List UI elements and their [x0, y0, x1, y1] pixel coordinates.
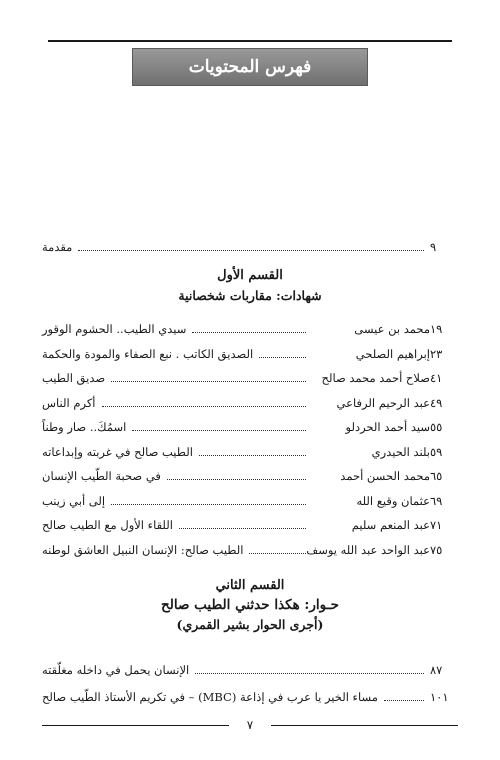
section-1-subtitle: شهادات: مقاربات شخصانية [178, 288, 322, 303]
section-2-note: (أجرى الحوار بشير القمري) [176, 617, 324, 632]
toc-row[interactable] [42, 684, 464, 704]
toc-title: مقدمة [42, 240, 73, 254]
toc-row[interactable] [42, 488, 464, 508]
toc-row[interactable] [42, 390, 464, 410]
toc-title: الطيب صالح: الإنسان النبيل العاشق لوطنه [42, 542, 244, 557]
toc-page: ٦٥ [430, 469, 443, 483]
leader-dots [199, 455, 306, 456]
toc-row[interactable] [42, 414, 464, 434]
toc-title: في صحبة الطّيب الإنسان [42, 469, 161, 483]
toc-page: ٢٣ [430, 346, 443, 361]
toc-row[interactable] [42, 657, 464, 677]
page-footer [42, 718, 458, 732]
toc-title: الطيب صالح في غربته وإبداعاته [42, 444, 193, 459]
toc-title: صديق الطيب [42, 371, 106, 385]
footer-rule-right [271, 725, 458, 726]
toc-page: ٤٩ [430, 395, 443, 410]
toc-author: إبراهيم الصلحي [355, 346, 430, 361]
toc-author: بلند الحيدري [371, 444, 430, 459]
title-banner [132, 48, 368, 86]
toc-row-intro[interactable] [42, 234, 464, 254]
toc-author: صلاح أحمد محمد صالح [321, 371, 430, 385]
toc-row[interactable] [42, 365, 464, 385]
section-2-subtitle: حـوار: هكذا حدثني الطيب صالح [161, 597, 339, 613]
leader-dots [179, 528, 306, 529]
toc-author: عثمان وقيع الله [356, 493, 430, 508]
leader-dots [78, 250, 424, 251]
top-rule [48, 40, 452, 42]
toc-author: عبد الرحيم الرفاعي [336, 395, 430, 410]
leader-dots [195, 673, 424, 674]
section-2-title: القسم الثاني [215, 578, 285, 593]
toc-row[interactable] [42, 537, 464, 557]
toc-author: محمد بن عيسى [354, 322, 430, 336]
leader-dots [259, 357, 306, 358]
toc-page: ٧١ [430, 518, 443, 532]
toc-title: إلى أبي زينب [42, 493, 106, 508]
leader-dots [384, 700, 424, 701]
toc-title: أكرم الناس [42, 395, 96, 410]
toc-title: اسمُكَ.. صار وطناً [42, 420, 127, 434]
page-title: فهرس المحتويات [188, 57, 312, 77]
toc-title: الصديق الكاتب . نبع الصفاء والمودة والحكمة [42, 346, 254, 361]
toc-page: ٨٧ [430, 663, 443, 677]
toc-page: ١٩ [430, 322, 443, 336]
toc-page: ١٠١ [430, 690, 449, 704]
toc-row[interactable] [42, 512, 464, 532]
toc-title: اللقاء الأول مع الطيب صالح [42, 518, 173, 532]
toc-row[interactable] [42, 316, 464, 336]
leader-dots [167, 479, 306, 480]
toc-title: سيدي الطيب.. الحشوم الوقور [42, 322, 187, 336]
leader-dots [102, 406, 306, 407]
toc-page: ٧٥ [430, 542, 443, 557]
leader-dots [132, 430, 306, 431]
toc-author: محمد الحسن أحمد [340, 469, 430, 483]
toc-author: عبد الواحد عبد الله يوسف [306, 542, 430, 557]
page-number: ٧ [246, 718, 254, 732]
toc-page: ٥٥ [430, 420, 443, 434]
toc-title: مساء الخير يا عرب في إذاعة (MBC) – في تكريم الأستاذ الطّيب صالح [42, 690, 378, 704]
toc-page: ٩ [430, 240, 437, 254]
toc-row[interactable] [42, 341, 464, 361]
footer-rule-left [42, 725, 229, 726]
toc-page: ٦٩ [430, 493, 443, 508]
leader-dots [111, 504, 306, 505]
toc-author: عبد المنعم سليم [351, 518, 430, 532]
toc-page: ٤١ [430, 371, 443, 385]
toc-row[interactable] [42, 463, 464, 483]
leader-dots [192, 332, 306, 333]
toc-page: ٥٩ [430, 444, 443, 459]
toc-author: سيد أحمد الحردلو [345, 420, 430, 434]
toc-title: الإنسان يحمل في داخله مغلّقته [42, 663, 190, 677]
leader-dots [111, 381, 306, 382]
section-1-title: القسم الأول [217, 268, 283, 283]
toc-row[interactable] [42, 439, 464, 459]
leader-dots [249, 553, 306, 554]
